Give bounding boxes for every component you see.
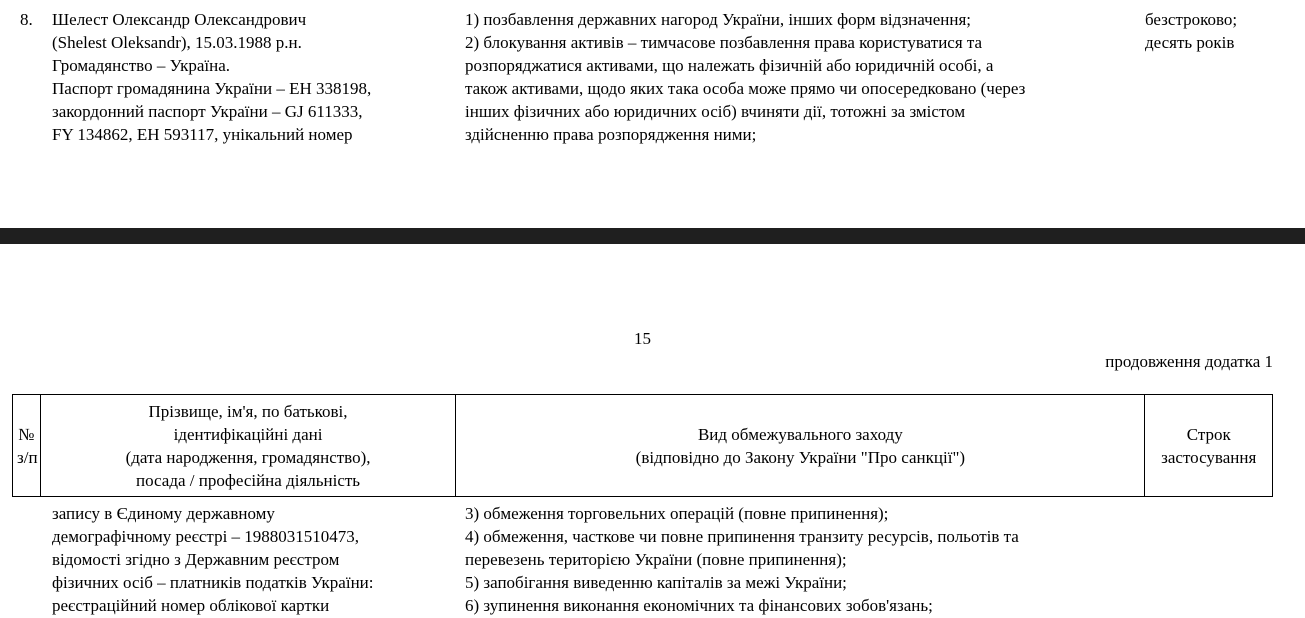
measure-line: здійсненню права розпорядження ними; xyxy=(465,125,757,144)
header-measure-line: Вид обмежувального заходу xyxy=(697,424,903,444)
term-line: десять років xyxy=(1145,33,1235,52)
header-person-line: Прізвище, ім'я, по батькові, xyxy=(148,401,348,421)
continued-person-details xyxy=(52,502,452,617)
header-num-line: з/п xyxy=(17,447,38,467)
continued-restrictive-measures xyxy=(465,502,1145,617)
measure-line: 3) обмеження торговельних операцій (повне припинення); xyxy=(465,504,889,523)
header-person-line: ідентифікаційні дані xyxy=(173,424,323,444)
person-line: (Shelest Oleksandr), 15.03.1988 р.н. xyxy=(52,33,302,52)
header-term xyxy=(1145,395,1273,497)
measure-line: 6) зупинення виконання економічних та фінансових зобов'язань; xyxy=(465,596,933,615)
person-details xyxy=(52,8,452,146)
header-measure-line: (відповідно до Закону України "Про санкції") xyxy=(635,447,966,467)
header-num xyxy=(13,395,41,497)
measure-line: також активами, щодо яких така особа може прямо чи опосередковано (через xyxy=(465,79,1026,98)
measure-line: перевезень територією України (повне припинення); xyxy=(465,550,847,569)
person-line: демографічному реєстрі – 1988031510473, xyxy=(52,527,360,546)
measure-line: 2) блокування активів – тимчасове позбавлення права користуватися та xyxy=(465,33,983,52)
page-break-divider xyxy=(0,228,1305,244)
person-line: відомості згідно з Державним реєстром xyxy=(52,550,340,569)
term-line: безстроково; xyxy=(1145,10,1238,29)
person-line: запису в Єдиному державному xyxy=(52,504,275,523)
header-person-line: (дата народження, громадянство), xyxy=(125,447,371,467)
person-line: Шелест Олександр Олександрович xyxy=(52,10,307,29)
measure-line: розпоряджатися активами, що належать фізичній або юридичній особі, а xyxy=(465,56,994,75)
header-person xyxy=(40,395,456,497)
application-term xyxy=(1145,8,1295,54)
measure-line: 4) обмеження, часткове чи повне припинення транзиту ресурсів, польотів та xyxy=(465,527,1019,546)
continuation-note: продовження додатка 1 xyxy=(1105,352,1273,371)
person-line: реєстраційний номер облікової картки xyxy=(52,596,330,615)
person-line: Громадянство – Україна. xyxy=(52,56,231,75)
person-line: Паспорт громадянина України – ЕН 338198, xyxy=(52,79,372,98)
measure-line: 5) запобігання виведенню капіталів за межі України; xyxy=(465,573,847,592)
header-num-line: № xyxy=(18,424,35,444)
person-line: фізичних осіб – платників податків України: xyxy=(52,573,374,592)
measure-line: 1) позбавлення державних нагород України, інших форм відзначення; xyxy=(465,10,971,29)
header-term-line: Строк xyxy=(1186,424,1231,444)
person-line: закордонний паспорт України – GJ 611333, xyxy=(52,102,363,121)
table-header-row xyxy=(13,395,1273,497)
header-measure xyxy=(456,395,1145,497)
entry-number: 8. xyxy=(20,10,33,29)
person-line: FY 134862, ЕН 593117, унікальний номер xyxy=(52,125,353,144)
header-term-line: застосування xyxy=(1161,447,1257,467)
measure-line: інших фізичних або юридичних осіб) вчиняти дії, тотожні за змістом xyxy=(465,102,966,121)
header-person-line: посада / професійна діяльність xyxy=(136,470,361,490)
restrictive-measures xyxy=(465,8,1135,146)
table-header xyxy=(12,394,1273,497)
page-number: 15 xyxy=(634,329,651,348)
